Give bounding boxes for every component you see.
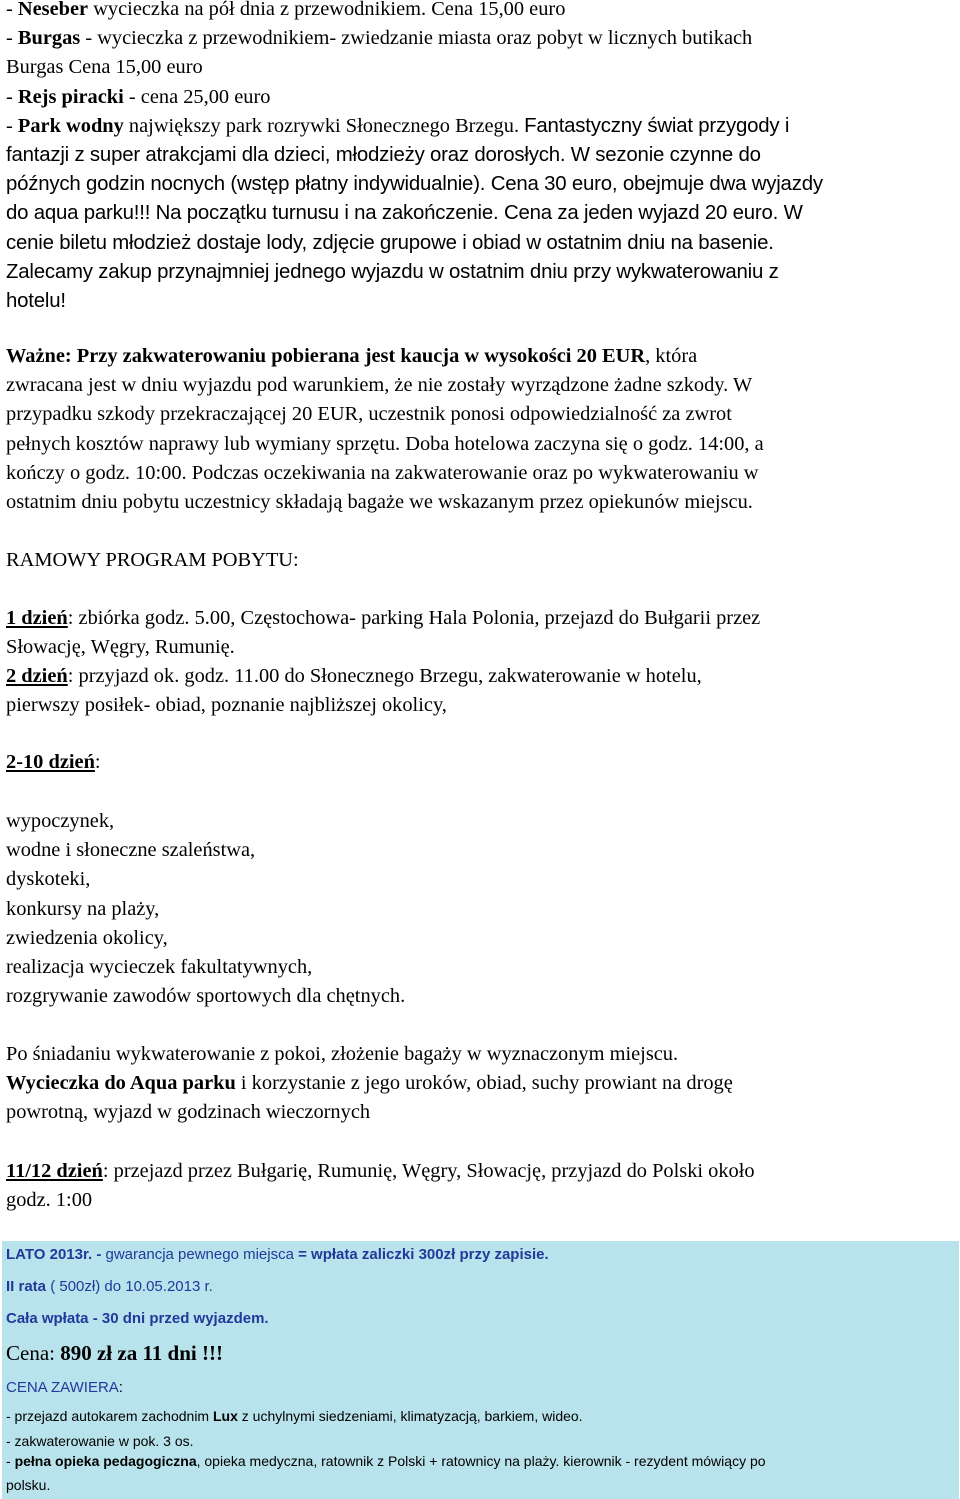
day-11-12: 11/12 dzień: przejazd przez Bułgarię, Rumunię, Węgry, Słowację, przyjazd do Polski około godz. 1:00 bbox=[6, 1160, 755, 1212]
list-item: realizacja wycieczek fakultatywnych, bbox=[6, 956, 313, 979]
price-box-include-1: - przejazd autokarem zachodnim Lux z uchylnymi siedzeniami, klimatyzacją, barkiem, wideo. bbox=[6, 1408, 583, 1424]
day-2: 2 dzień: przyjazd ok. godz. 11.00 do Słonecznego Brzegu, zakwaterowanie w hotelu, pierwszy posiłek- obiad, poznanie najbliższej okolicy, bbox=[6, 665, 702, 717]
activities-list bbox=[6, 807, 954, 1011]
aquapark-line-7: hotelu! bbox=[6, 290, 66, 313]
excursions-list bbox=[6, 0, 954, 316]
list-item: wypoczynek, bbox=[6, 810, 115, 832]
important-notice: Ważne: Przy zakwaterowaniu pobierana jest kaucja w wysokości 20 EUR, która zwracana jest w dniu wyjazdu pod warunkiem, że nie zostały wyrządzone żadne szkody. W przypadku szkody przekraczającej 20 EUR, uczestnik ponosi odpowiedzialność za zwrot pełnych kosztów naprawy lub wymiany sprzętu. Doba hotelowa zaczyna się o godz. 14:00, a kończy o godz. 10:00. Podczas oczekiwania na zakwaterowanie oraz po wykwaterowaniu w ostatnim dniu pobytu uczestnicy składają bagaże we wskazanym przez opiekunów miejscu. bbox=[6, 345, 764, 514]
price-box-line-full: Cała wpłata - 30 dni przed wyjazdem. bbox=[6, 1310, 269, 1327]
list-item: konkursy na plaży, bbox=[6, 897, 160, 920]
list-item: rozgrywanie zawodów sportowych dla chętnych. bbox=[6, 985, 406, 1008]
aquapark-line-4: do aqua parku!!! Na początku turnusu i na zakończenie. Cena za jeden wyjazd 20 euro. W bbox=[6, 202, 803, 225]
price-box bbox=[2, 1241, 959, 1499]
deposit-heading: Ważne: Przy zakwaterowaniu pobierana jest kaucja w wysokości 20 EUR bbox=[6, 345, 646, 367]
aquapark-line-5: cenie biletu młodzież dostaje lody, zdjęcie grupowe i obiad w ostatnim dniu na basenie. bbox=[6, 231, 774, 254]
excursion-water-park: - Park wodny największy park rozrywki Słonecznego Brzegu. Fantastyczny świat przygody i bbox=[6, 114, 790, 137]
checkout-day: Po śniadaniu wykwaterowanie z pokoi, złożenie bagaży w wyznaczonym miejscu. Wycieczka do Aqua parku i korzystanie z jego uroków, obiad, suchy prowiant na drogę powrotną, wyjazd w godzinach wieczornych bbox=[6, 1043, 733, 1124]
excursion-burgas: - Burgas - wycieczka z przewodnikiem- zwiedzanie miasta oraz pobyt w licznych butikach bbox=[6, 27, 753, 50]
price-box-include-3-cont: polsku. bbox=[6, 1477, 51, 1493]
day-2-10: 2-10 dzień: bbox=[6, 751, 101, 773]
program-heading: RAMOWY PROGRAM POBYTU: bbox=[6, 549, 299, 571]
aquapark-line-6: Zalecamy zakup przynajmniej jednego wyjazdu w ostatnim dniu przy wykwaterowaniu z bbox=[6, 260, 779, 283]
aquapark-line-2: fantazji z super atrakcjami dla dzieci, młodzieży oraz dorosłych. W sezonie czynne do bbox=[6, 144, 761, 167]
aquapark-line-3: późnych godzin nocnych (wstęp płatny indywidualnie). Cena 30 euro, obejmuje dwa wyjazdy bbox=[6, 173, 823, 196]
price-box-line-rata: II rata ( 500zł) do 10.05.2013 r. bbox=[6, 1278, 213, 1295]
day-1: 1 dzień: zbiórka godz. 5.00, Częstochowa- parking Hala Polonia, przejazd do Bułgarii przez Słowację, Węgry, Rumunię. bbox=[6, 607, 761, 659]
list-item: dyskoteki, bbox=[6, 868, 91, 891]
price-box-include-3: - pełna opieka pedagogiczna, opieka medyczna, ratownik z Polski + ratownicy na plaży. kierownik - rezydent mówiący po bbox=[6, 1453, 766, 1469]
price-box-includes-heading: CENA ZAWIERA: bbox=[6, 1379, 123, 1396]
excursion-neseber: - Neseber wycieczka na pół dnia z przewodnikiem. Cena 15,00 euro bbox=[6, 0, 566, 20]
excursion-burgas-price: Burgas Cena 15,00 euro bbox=[6, 56, 203, 79]
list-item: wodne i słoneczne szaleństwa, bbox=[6, 839, 256, 862]
price-box-price: Cena: 890 zł za 11 dni !!! bbox=[6, 1341, 223, 1365]
price-box-include-2: - zakwaterowanie w pok. 3 os. bbox=[6, 1433, 194, 1449]
excursion-pirate-cruise: - Rejs piracki - cena 25,00 euro bbox=[6, 85, 271, 108]
list-item: zwiedzenia okolicy, bbox=[6, 926, 168, 949]
price-box-line-deposit: LATO 2013r. - gwarancja pewnego miejsca = wpłata zaliczki 300zł przy zapisie. bbox=[6, 1246, 549, 1263]
